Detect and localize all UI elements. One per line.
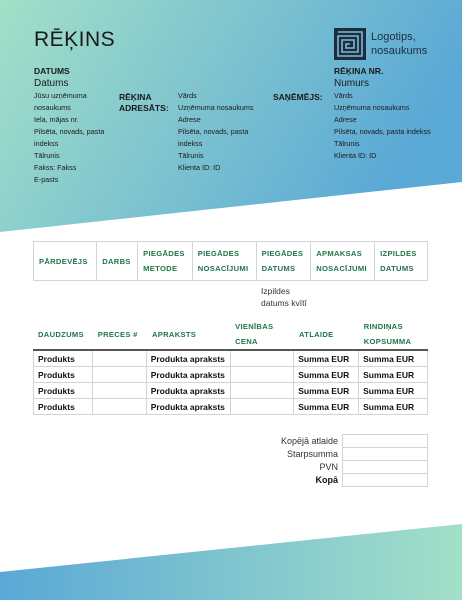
cell-quantity: Produkts bbox=[34, 367, 93, 383]
header-line-total: RINDIŅAS KOPSUMMA bbox=[363, 322, 412, 346]
header-seller: PĀRDEVĒJS bbox=[34, 242, 97, 281]
vat-value bbox=[343, 461, 428, 474]
header-unit-price: VIENĪBAS CENA bbox=[235, 322, 274, 346]
maze-logo-icon bbox=[334, 28, 366, 60]
header-delivery-date: PIEGĀDES DATUMS bbox=[256, 242, 311, 281]
header-shipping-terms: PIEGĀDES NOSACĪJUMI bbox=[192, 242, 256, 281]
cell-unit-price bbox=[230, 383, 294, 399]
cell-discount: Summa EUR bbox=[294, 350, 359, 367]
vat-label: PVN bbox=[319, 462, 338, 472]
cell-line-total: Summa EUR bbox=[359, 350, 428, 367]
cell-discount: Summa EUR bbox=[294, 383, 359, 399]
cell-item-number bbox=[92, 367, 146, 383]
cell-quantity: Produkts bbox=[34, 350, 93, 367]
table-row bbox=[34, 383, 428, 399]
header-discount: ATLAIDE bbox=[299, 329, 334, 339]
delivery-date-note: Izpildes datums kvītī bbox=[261, 286, 307, 308]
date-label: DATUMS bbox=[34, 66, 70, 76]
header-payment-terms: APMAKSAS NOSACĪJUMI bbox=[311, 242, 375, 281]
recipient-label-1: RĒĶINA bbox=[119, 92, 152, 102]
cell-line-total: Summa EUR bbox=[359, 367, 428, 383]
invoice-number-label: RĒĶINA NR. bbox=[334, 66, 384, 76]
cell-unit-price bbox=[230, 399, 294, 415]
cell-line-total: Summa EUR bbox=[359, 399, 428, 415]
items-header-table bbox=[33, 319, 428, 349]
header-item-number: PRECES # bbox=[97, 329, 138, 339]
sender-address: Jūsu uzņēmuma nosaukums Iela, mājas nr. Pilsēta, novads, pasta indekss Tālrunis Fakss: Fakss E-pasts bbox=[34, 91, 105, 184]
header-description: APRAKSTS bbox=[151, 329, 197, 339]
items-table bbox=[33, 349, 428, 415]
header-shipping-method: PIEGĀDES METODE bbox=[138, 242, 193, 281]
grand-total-label: Kopā bbox=[315, 475, 338, 485]
shipping-info-table bbox=[33, 241, 428, 281]
totals-table bbox=[200, 434, 428, 487]
header-quantity: DAUDZUMS bbox=[38, 329, 84, 339]
cell-item-number bbox=[92, 350, 146, 367]
table-row bbox=[34, 367, 428, 383]
table-row bbox=[34, 350, 428, 367]
invoice-title: RĒĶINS bbox=[34, 28, 116, 51]
cell-item-number bbox=[92, 383, 146, 399]
logo-text: Logotips, nosaukums bbox=[371, 31, 428, 57]
recipient-label-2: ADRESĀTS: bbox=[119, 103, 169, 113]
header-due-date: IZPILDES DATUMS bbox=[375, 242, 428, 281]
recipient-address: Vārds Uzņēmuma nosaukums Adrese Pilsēta, novads, pasta indekss Tālrunis Klienta ID: ID bbox=[178, 91, 254, 172]
header-job: DARBS bbox=[97, 242, 138, 281]
subtotal-label: Starpsumma bbox=[286, 449, 338, 459]
total-discount-label: Kopējā atlaide bbox=[280, 436, 338, 446]
invoice-number-value: Numurs bbox=[334, 78, 370, 89]
subtotal-value bbox=[343, 448, 428, 461]
cell-discount: Summa EUR bbox=[294, 399, 359, 415]
grand-total-value bbox=[343, 474, 428, 487]
cell-description: Produkta apraksts bbox=[146, 350, 230, 367]
date-value: Datums bbox=[34, 78, 69, 89]
footer-gradient-background bbox=[0, 520, 462, 600]
receiver-address: Vārds Uzņēmuma nosaukums Adrese Pilsēta, novads, pasta indekss Tālrunis Klienta ID: ID bbox=[334, 91, 431, 160]
cell-item-number bbox=[92, 399, 146, 415]
cell-line-total: Summa EUR bbox=[359, 383, 428, 399]
total-discount-value bbox=[343, 435, 428, 448]
cell-discount: Summa EUR bbox=[294, 367, 359, 383]
cell-unit-price bbox=[230, 367, 294, 383]
cell-description: Produkta apraksts bbox=[146, 383, 230, 399]
table-row bbox=[34, 399, 428, 415]
cell-description: Produkta apraksts bbox=[146, 367, 230, 383]
receiver-label: SAŅĒMĒJS: bbox=[273, 92, 323, 102]
cell-quantity: Produkts bbox=[34, 383, 93, 399]
cell-quantity: Produkts bbox=[34, 399, 93, 415]
cell-unit-price bbox=[230, 350, 294, 367]
cell-description: Produkta apraksts bbox=[146, 399, 230, 415]
